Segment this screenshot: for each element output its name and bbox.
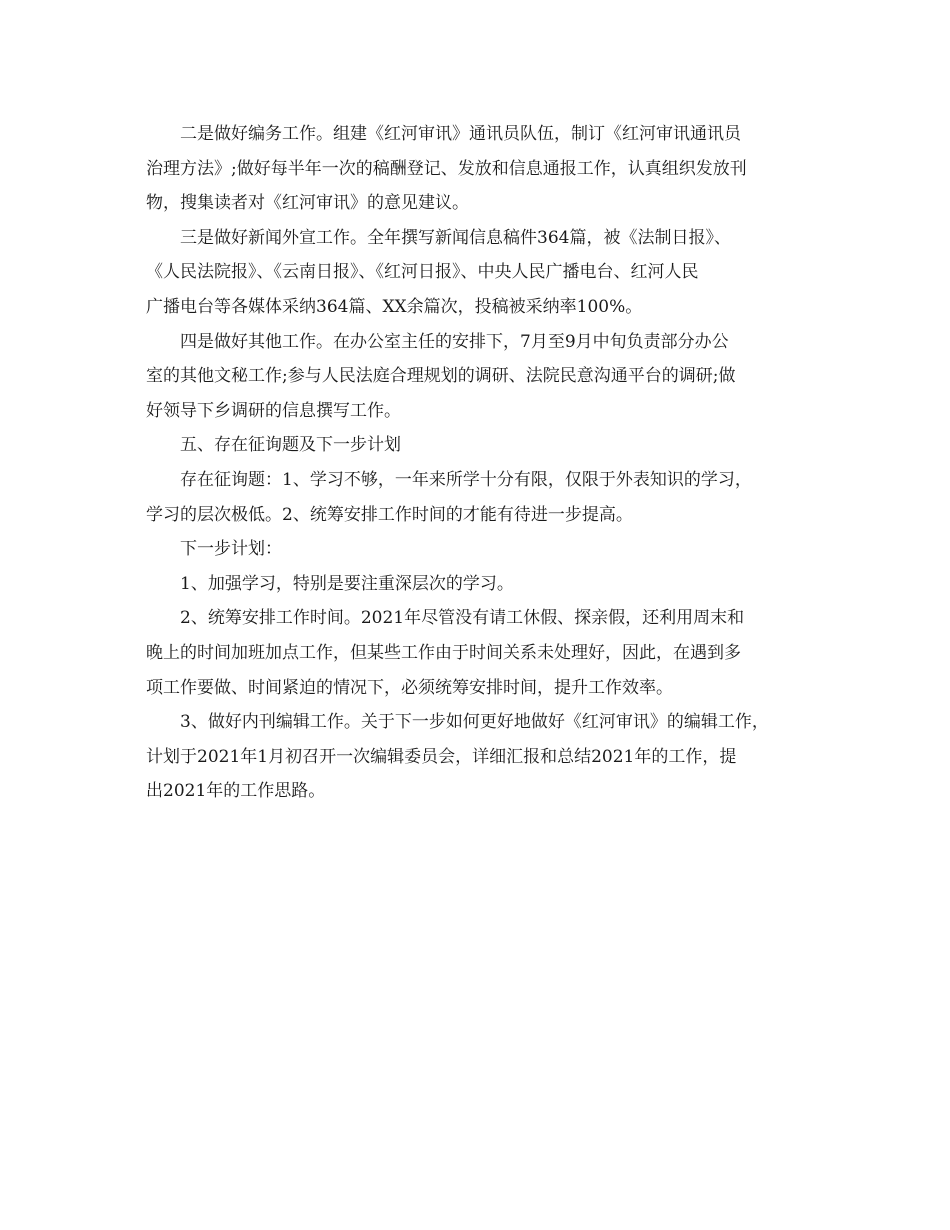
- text-line: 下一步计划：: [180, 539, 282, 560]
- text-line: 物，搜集读者对《红河审讯》的意见建议。: [146, 193, 469, 214]
- text-line: 晚上的时间加班加点工作，但某些工作由于时间关系未处理好，因此，在遇到多: [146, 642, 741, 663]
- text-line: 好领导下乡调研的信息撰写工作。: [146, 400, 401, 421]
- text-line: 存在征询题：1、学习不够，一年来所学十分有限，仅限于外表知识的学习，: [180, 469, 752, 490]
- text-line: 五、存在征询题及下一步计划: [180, 435, 401, 456]
- text-line: 室的其他文秘工作;参与人民法庭合理规划的调研、法院民意沟通平台的调研;做: [146, 366, 736, 387]
- text-line: 三是做好新闻外宣工作。全年撰写新闻信息稿件364篇，被《法制日报》、: [180, 227, 731, 248]
- text-line: 3、做好内刊编辑工作。关于下一步如何更好地做好《红河审讯》的编辑工作，: [180, 712, 769, 733]
- text-line: 《人民法院报》、《云南日报》、《红河日报》、中央人民广播电台、红河人民: [146, 262, 699, 283]
- text-line: 二是做好编务工作。组建《红河审讯》通讯员队伍，制订《红河审讯通讯员: [180, 124, 741, 144]
- text-line: 广播电台等各媒体采纳364篇、XX余篇次，投稿被采纳率100%。: [146, 296, 643, 317]
- text-line: 治理方法》;做好每半年一次的稿酬登记、发放和信息通报工作，认真组织发放刊: [146, 158, 747, 179]
- text-line: 学习的层次极低。2、统筹安排工作时间的才能有待进一步提高。: [146, 504, 633, 525]
- document-body: [146, 117, 818, 809]
- text-line: 出2021年的工作思路。: [146, 781, 326, 802]
- text-line: 项工作要做、时间紧迫的情况下，必须统筹安排时间，提升工作效率。: [146, 677, 673, 698]
- text-line: 四是做好其他工作。在办公室主任的安排下，7月至9月中旬负责部分办公: [180, 331, 729, 352]
- text-line: 计划于2021年1月初召开一次编辑委员会，详细汇报和总结2021年的工作，提: [146, 746, 737, 767]
- text-line: 1、加强学习，特别是要注重深层次的学习。: [180, 573, 514, 594]
- text-line: 2、统筹安排工作时间。2021年尽管没有请工休假、探亲假，还利用周末和: [180, 608, 745, 629]
